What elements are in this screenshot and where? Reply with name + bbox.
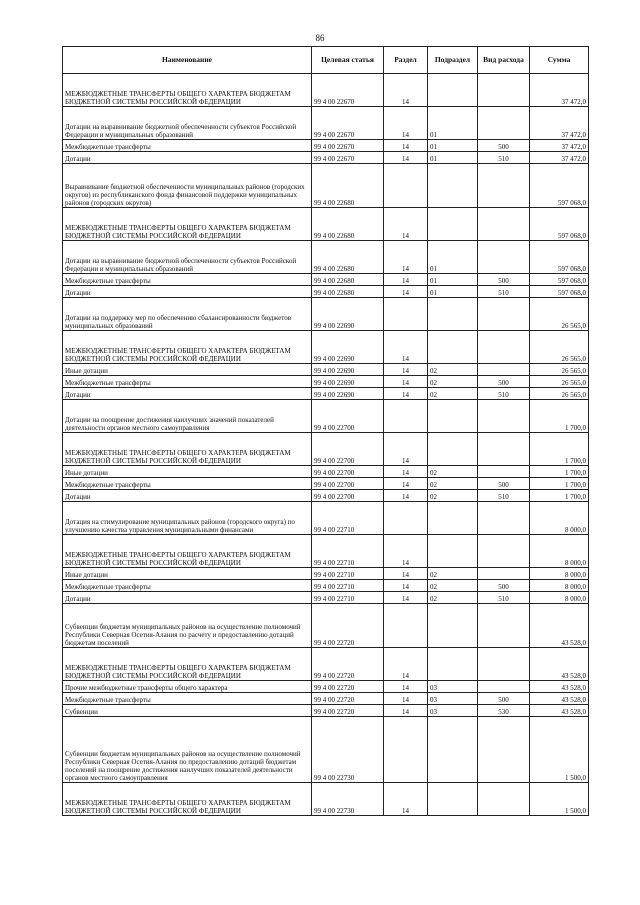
row-sum: 43 528,0 [530,648,589,681]
row-section: 14 [384,693,428,705]
row-kind [478,535,530,568]
row-target-code: 99 4 00 22710 [312,580,384,592]
table-row [63,604,589,648]
row-subsection [428,74,478,107]
row-kind: 510 [478,592,530,604]
table-row [63,152,589,164]
row-subsection: 03 [428,693,478,705]
row-subsection [428,502,478,535]
row-target-code: 99 4 00 22700 [312,400,384,433]
row-target-code: 99 4 00 22720 [312,648,384,681]
row-section [384,502,428,535]
row-sum: 597 068,0 [530,164,589,208]
table-body [63,74,589,816]
row-kind [478,681,530,693]
row-sum: 1 700,0 [530,466,589,478]
row-sum: 26 565,0 [530,331,589,364]
row-subsection: 02 [428,364,478,376]
page-number: 86 [315,33,325,43]
row-subsection: 02 [428,592,478,604]
row-kind [478,717,530,783]
table-row [63,490,589,502]
row-sum: 26 565,0 [530,376,589,388]
row-target-code: 99 4 00 22690 [312,388,384,400]
row-subsection [428,164,478,208]
row-name: МЕЖБЮДЖЕТНЫЕ ТРАНСФЕРТЫ ОБЩЕГО ХАРАКТЕРА БЮДЖЕТАМ БЮДЖЕТНОЙ СИСТЕМЫ РОССИЙСКОЙ ФЕДЕРАЦИИ [63,535,312,568]
table-row [63,705,589,717]
table-row [63,592,589,604]
row-section [384,400,428,433]
row-target-code: 99 4 00 22720 [312,705,384,717]
row-target-code: 99 4 00 22670 [312,74,384,107]
row-kind [478,604,530,648]
header-section: Раздел [384,47,428,74]
row-section: 14 [384,681,428,693]
row-section: 14 [384,274,428,286]
row-kind [478,568,530,580]
table-row [63,478,589,490]
row-target-code: 99 4 00 22720 [312,604,384,648]
table-row [63,681,589,693]
row-target-code: 99 4 00 22710 [312,502,384,535]
row-target-code: 99 4 00 22690 [312,298,384,331]
header-name: Наименование [63,47,312,74]
table-row [63,717,589,783]
row-sum: 8 000,0 [530,502,589,535]
table-row [63,107,589,140]
row-sum: 1 700,0 [530,478,589,490]
row-section: 14 [384,783,428,816]
row-subsection: 02 [428,376,478,388]
row-subsection [428,433,478,466]
row-name: Прочие межбюджетные трансферты общего характера [63,681,312,693]
row-section: 14 [384,74,428,107]
row-subsection [428,783,478,816]
row-section: 14 [384,388,428,400]
row-subsection: 01 [428,140,478,152]
row-target-code: 99 4 00 22700 [312,466,384,478]
row-name: Субвенции [63,705,312,717]
row-kind: 500 [478,693,530,705]
row-sum: 43 528,0 [530,681,589,693]
row-target-code: 99 4 00 22690 [312,364,384,376]
row-section: 14 [384,286,428,298]
row-target-code: 99 4 00 22680 [312,208,384,241]
row-name: Межбюджетные трансферты [63,274,312,286]
table-row [63,535,589,568]
row-name: Дотации на выравнивание бюджетной обеспеченности субъектов Российской Федерации и муниципальных образований [63,241,312,274]
row-subsection: 02 [428,388,478,400]
table-row [63,208,589,241]
row-name: Межбюджетные трансферты [63,376,312,388]
row-kind: 510 [478,490,530,502]
row-name: МЕЖБЮДЖЕТНЫЕ ТРАНСФЕРТЫ ОБЩЕГО ХАРАКТЕРА БЮДЖЕТАМ БЮДЖЕТНОЙ СИСТЕМЫ РОССИЙСКОЙ ФЕДЕРАЦИИ [63,208,312,241]
row-target-code: 99 4 00 22690 [312,331,384,364]
row-section: 14 [384,568,428,580]
row-target-code: 99 4 00 22700 [312,490,384,502]
table-row [63,466,589,478]
row-section: 14 [384,478,428,490]
row-name: Межбюджетные трансферты [63,140,312,152]
row-sum: 43 528,0 [530,705,589,717]
row-name: Дотация на стимулирование муниципальных районов (городского округа) по улучшению качества управления муниципальными финансами [63,502,312,535]
row-subsection [428,604,478,648]
table-row [63,376,589,388]
table-row [63,140,589,152]
row-name: Межбюджетные трансферты [63,693,312,705]
table-row [63,364,589,376]
row-sum: 37 472,0 [530,74,589,107]
row-subsection: 01 [428,152,478,164]
row-sum: 1 700,0 [530,490,589,502]
row-section: 14 [384,580,428,592]
row-kind: 500 [478,376,530,388]
row-target-code: 99 4 00 22680 [312,164,384,208]
row-section: 14 [384,208,428,241]
row-name: Дотации [63,490,312,502]
table-row [63,274,589,286]
row-sum: 8 000,0 [530,580,589,592]
row-subsection: 02 [428,490,478,502]
table-row [63,331,589,364]
row-name: Субвенции бюджетам муниципальных районов на осуществление полномочий Республики Северная Осетия-Алания по расчету и предоставлению дотаций бюджетам поселений [63,604,312,648]
row-name: Дотации на поддержку мер по обеспечению сбалансированности бюджетов муниципальных образований [63,298,312,331]
row-subsection [428,648,478,681]
header-kind: Вид расхода [478,47,530,74]
row-sum: 597 068,0 [530,208,589,241]
row-sum: 8 000,0 [530,535,589,568]
table-row [63,400,589,433]
row-section [384,717,428,783]
row-target-code: 99 4 00 22670 [312,107,384,140]
row-kind [478,502,530,535]
row-name: МЕЖБЮДЖЕТНЫЕ ТРАНСФЕРТЫ ОБЩЕГО ХАРАКТЕРА БЮДЖЕТАМ БЮДЖЕТНОЙ СИСТЕМЫ РОССИЙСКОЙ ФЕДЕРАЦИИ [63,648,312,681]
row-target-code: 99 4 00 22710 [312,568,384,580]
row-section: 14 [384,331,428,364]
row-kind [478,208,530,241]
table-row [63,568,589,580]
row-kind: 510 [478,286,530,298]
row-name: МЕЖБЮДЖЕТНЫЕ ТРАНСФЕРТЫ ОБЩЕГО ХАРАКТЕРА БЮДЖЕТАМ БЮДЖЕТНОЙ СИСТЕМЫ РОССИЙСКОЙ ФЕДЕРАЦИИ [63,783,312,816]
row-sum: 26 565,0 [530,388,589,400]
budget-table [62,46,589,816]
row-kind: 510 [478,152,530,164]
row-section: 14 [384,592,428,604]
row-subsection [428,298,478,331]
row-section: 14 [384,433,428,466]
row-target-code: 99 4 00 22700 [312,433,384,466]
row-subsection: 03 [428,681,478,693]
row-kind [478,164,530,208]
row-section: 14 [384,535,428,568]
row-kind: 500 [478,580,530,592]
row-name: Иные дотации [63,568,312,580]
row-kind: 510 [478,388,530,400]
row-subsection: 02 [428,466,478,478]
header-target: Целевая статья [312,47,384,74]
row-name: Дотации [63,152,312,164]
row-sum: 26 565,0 [530,364,589,376]
row-subsection [428,208,478,241]
row-section: 14 [384,364,428,376]
table-row [63,286,589,298]
row-subsection [428,535,478,568]
row-target-code: 99 4 00 22670 [312,140,384,152]
row-sum: 37 472,0 [530,140,589,152]
row-section [384,164,428,208]
table-row [63,580,589,592]
row-name: Межбюджетные трансферты [63,478,312,490]
row-sum: 8 000,0 [530,592,589,604]
table-row [63,502,589,535]
table-row [63,648,589,681]
table-header-row [63,47,589,74]
row-target-code: 99 4 00 22710 [312,535,384,568]
row-name: Дотации [63,286,312,298]
row-section: 14 [384,705,428,717]
row-name: Дотации [63,388,312,400]
row-name: Выравнивание бюджетной обеспеченности муниципальных районов (городских округов) из республиканского фонда финансовой поддержки муниципальных районов (городских округов) [63,164,312,208]
table-row [63,693,589,705]
table-row [63,433,589,466]
row-kind [478,783,530,816]
row-name: Иные дотации [63,466,312,478]
row-target-code: 99 4 00 22680 [312,241,384,274]
row-subsection: 02 [428,478,478,490]
row-kind [478,466,530,478]
row-target-code: 99 4 00 22730 [312,783,384,816]
row-sum: 37 472,0 [530,152,589,164]
row-section: 14 [384,490,428,502]
header-subsection: Подраздел [428,47,478,74]
table-row [63,783,589,816]
row-subsection [428,717,478,783]
row-sum: 597 068,0 [530,241,589,274]
row-name: Дотации [63,592,312,604]
row-kind [478,433,530,466]
row-name: Межбюджетные трансферты [63,580,312,592]
row-name: Субвенции бюджетам муниципальных районов на осуществление полномочий Республики Северная Осетия-Алания по предоставлению дотаций бюджетам поселений на поощрение достижения наилучших показателей деятельности органов местного самоуправления [63,717,312,783]
row-name: Дотации на поощрение достижения наилучших значений показателей деятельности органов местного самоуправления [63,400,312,433]
row-section: 14 [384,466,428,478]
row-sum: 1 500,0 [530,783,589,816]
row-kind: 500 [478,140,530,152]
row-section: 14 [384,648,428,681]
row-section: 14 [384,241,428,274]
row-section [384,298,428,331]
row-target-code: 99 4 00 22670 [312,152,384,164]
row-section: 14 [384,140,428,152]
row-sum: 43 528,0 [530,604,589,648]
row-kind [478,648,530,681]
row-sum: 8 000,0 [530,568,589,580]
row-subsection: 02 [428,568,478,580]
table-row [63,298,589,331]
table-row [63,241,589,274]
row-subsection: 02 [428,580,478,592]
row-kind: 500 [478,274,530,286]
row-sum: 1 700,0 [530,400,589,433]
row-target-code: 99 4 00 22690 [312,376,384,388]
row-kind [478,298,530,331]
row-sum: 597 068,0 [530,274,589,286]
row-kind [478,74,530,107]
row-subsection: 01 [428,107,478,140]
table-row [63,164,589,208]
row-target-code: 99 4 00 22710 [312,592,384,604]
row-target-code: 99 4 00 22730 [312,717,384,783]
row-kind: 530 [478,705,530,717]
row-kind: 500 [478,478,530,490]
row-kind [478,107,530,140]
row-subsection: 01 [428,274,478,286]
header-sum: Сумма [530,47,589,74]
row-target-code: 99 4 00 22680 [312,286,384,298]
row-target-code: 99 4 00 22720 [312,681,384,693]
row-sum: 597 068,0 [530,286,589,298]
row-name: Иные дотации [63,364,312,376]
row-kind [478,331,530,364]
row-name: МЕЖБЮДЖЕТНЫЕ ТРАНСФЕРТЫ ОБЩЕГО ХАРАКТЕРА БЮДЖЕТАМ БЮДЖЕТНОЙ СИСТЕМЫ РОССИЙСКОЙ ФЕДЕРАЦИИ [63,331,312,364]
row-name: МЕЖБЮДЖЕТНЫЕ ТРАНСФЕРТЫ ОБЩЕГО ХАРАКТЕРА БЮДЖЕТАМ БЮДЖЕТНОЙ СИСТЕМЫ РОССИЙСКОЙ ФЕДЕРАЦИИ [63,433,312,466]
row-sum: 1 500,0 [530,717,589,783]
row-subsection [428,400,478,433]
row-target-code: 99 4 00 22720 [312,693,384,705]
row-section [384,604,428,648]
row-sum: 26 565,0 [530,298,589,331]
row-section: 14 [384,376,428,388]
row-sum: 43 528,0 [530,693,589,705]
row-kind [478,241,530,274]
row-section: 14 [384,107,428,140]
row-subsection: 01 [428,286,478,298]
row-subsection: 03 [428,705,478,717]
row-subsection [428,331,478,364]
row-name: Дотации на выравнивание бюджетной обеспеченности субъектов Российской Федерации и муниципальных образований [63,107,312,140]
row-target-code: 99 4 00 22700 [312,478,384,490]
table-row [63,74,589,107]
row-sum: 37 472,0 [530,107,589,140]
row-target-code: 99 4 00 22680 [312,274,384,286]
table-row [63,388,589,400]
row-name: МЕЖБЮДЖЕТНЫЕ ТРАНСФЕРТЫ ОБЩЕГО ХАРАКТЕРА БЮДЖЕТАМ БЮДЖЕТНОЙ СИСТЕМЫ РОССИЙСКОЙ ФЕДЕРАЦИИ [63,74,312,107]
row-kind [478,364,530,376]
row-sum: 1 700,0 [530,433,589,466]
row-section: 14 [384,152,428,164]
row-subsection: 01 [428,241,478,274]
row-kind [478,400,530,433]
